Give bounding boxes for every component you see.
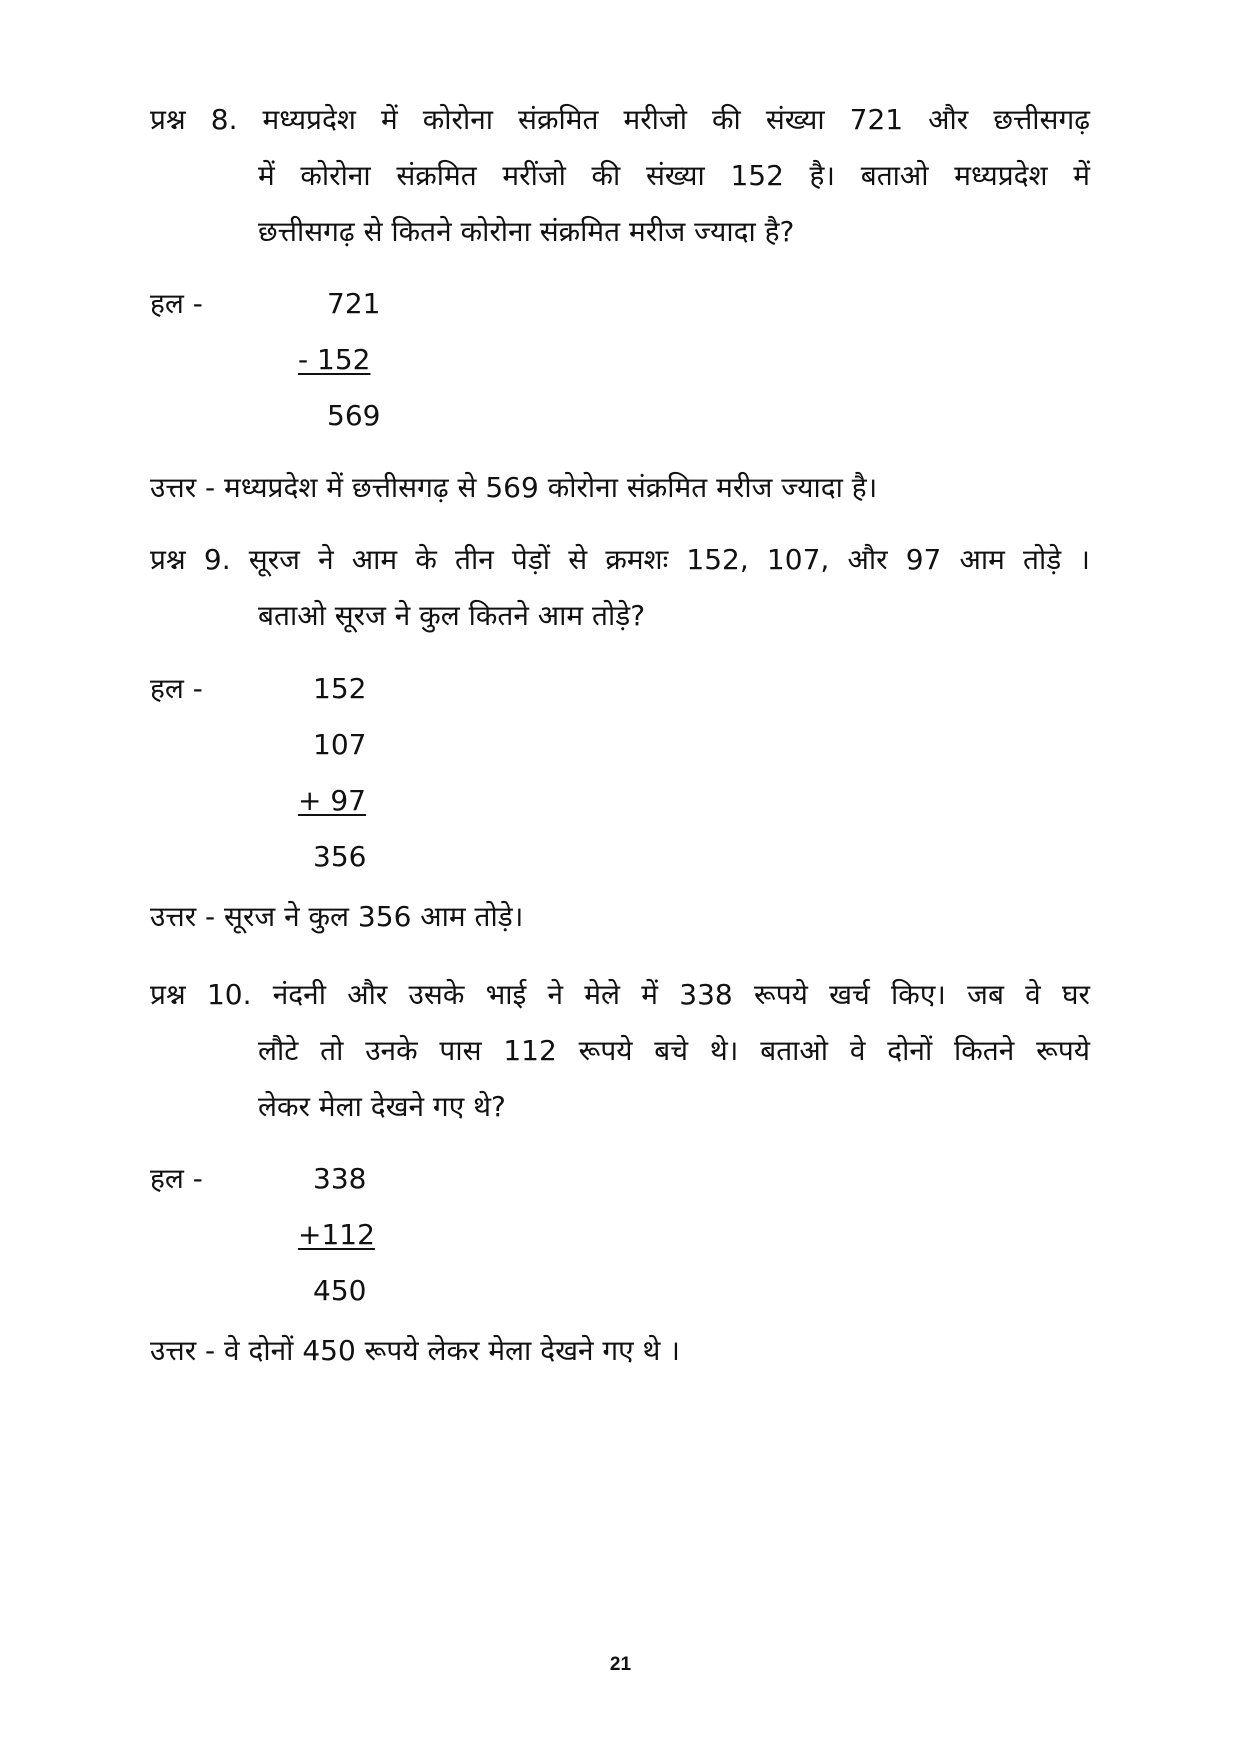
q9-result: 356 bbox=[313, 840, 367, 873]
page-number: 21 bbox=[609, 1654, 632, 1675]
q9-text-line-1: प्रश्न 9. सूरज ने आम के तीन पेड़ों से क्रमशः 152, 107, और 97 आम तोड़े । bbox=[150, 543, 1090, 576]
q10-text-line-1: प्रश्न 10. नंदनी और उसके भाई ने मेले में 338 रूपये खर्च किए। जब वे घर bbox=[150, 978, 1090, 1011]
q10-operand-2: +112 bbox=[298, 1218, 375, 1251]
q9-operand-3: + 97 bbox=[298, 784, 366, 817]
q10-operand-1: 338 bbox=[313, 1162, 367, 1195]
q8-solution-label: हल - bbox=[150, 287, 203, 320]
q9-solution-label: हल - bbox=[150, 672, 203, 705]
q8-text-line-1: प्रश्न 8. मध्यप्रदेश में कोरोना संक्रमित मरीजो की संख्या 721 और छत्तीसगढ़ bbox=[150, 103, 1090, 136]
q8-operand-2: - 152 bbox=[298, 343, 371, 376]
q10-answer: उत्तर - वे दोनों 450 रूपये लेकर मेला देखने गए थे । bbox=[150, 1334, 680, 1367]
q9-operand-1: 152 bbox=[313, 672, 367, 705]
q10-text-line-3: लेकर मेला देखने गए थे? bbox=[258, 1090, 506, 1123]
q8-answer: उत्तर - मध्यप्रदेश में छत्तीसगढ़ से 569 कोरोना संक्रमित मरीज ज्यादा है। bbox=[150, 471, 878, 504]
q8-text-line-3: छत्तीसगढ़ से कितने कोरोना संक्रमित मरीज ज्यादा है? bbox=[258, 215, 795, 248]
q10-result: 450 bbox=[313, 1274, 367, 1307]
q9-text-line-2: बताओ सूरज ने कुल कितने आम तोड़े? bbox=[258, 599, 646, 632]
q8-result: 569 bbox=[327, 399, 381, 432]
q9-operand-2: 107 bbox=[313, 728, 367, 761]
q9-answer: उत्तर - सूरज ने कुल 356 आम तोड़े। bbox=[150, 900, 524, 933]
q8-text-line-2: में कोरोना संक्रमित मरींजो की संख्या 152 है। बताओ मध्यप्रदेश में bbox=[258, 159, 1090, 192]
q10-solution-label: हल - bbox=[150, 1162, 203, 1195]
q8-operand-1: 721 bbox=[327, 287, 381, 320]
q10-text-line-2: लौटे तो उनके पास 112 रूपये बचे थे। बताओ वे दोनों कितने रूपये bbox=[258, 1034, 1090, 1067]
